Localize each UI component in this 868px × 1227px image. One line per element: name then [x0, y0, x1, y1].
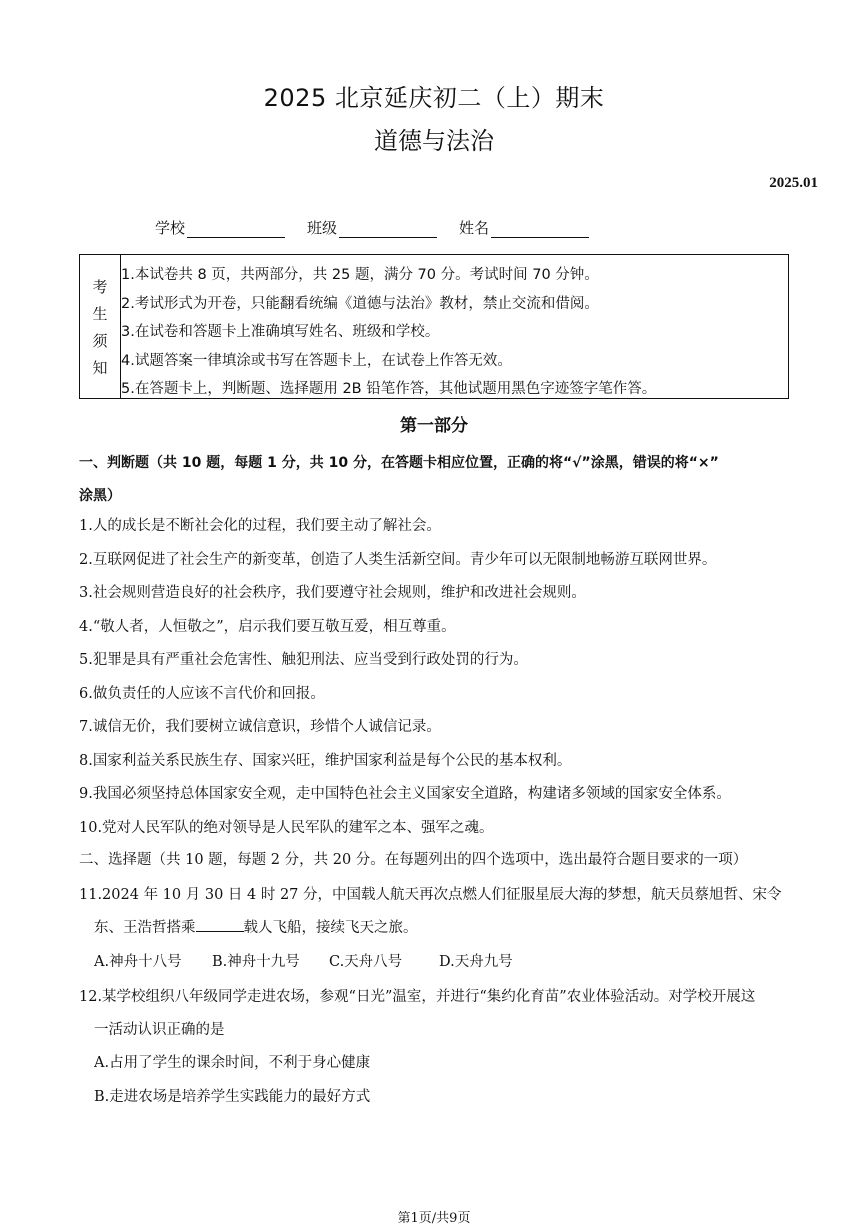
- section-one-line: 涂黑）: [79, 488, 121, 504]
- class-label: 班级: [307, 219, 338, 237]
- judgement-question: 4.“敬人者，人恒敬之”，启示我们要互敬互爱，相互尊重。: [79, 619, 456, 635]
- school-field: [155, 217, 285, 238]
- notice-side-label: [80, 255, 121, 398]
- question-12-line: 12.某学校组织八年级同学走进农场，参观“日光”温室，并进行“集约化育苗”农业体验活动。对学校开展这: [79, 989, 756, 1005]
- name-field: [459, 217, 589, 238]
- exam-date: 2025.01: [769, 175, 818, 191]
- q11-option-a: A.神舟十八号: [94, 954, 182, 970]
- class-field: [307, 217, 437, 238]
- q11-option-d: D.天舟九号: [439, 954, 513, 970]
- section-two-heading: 二、选择题（共 10 题，每题 2 分，共 20 分。在每题列出的四个选项中，选出最符合题目要求的一项）: [79, 852, 748, 868]
- exam-title: 2025 北京延庆初二（上）期末: [263, 84, 605, 112]
- q12-option-b: B.走进农场是培养学生实践能力的最好方式: [94, 1089, 371, 1105]
- notice-side-char: 考: [92, 277, 108, 296]
- judgement-question: 3.社会规则营造良好的社会秩序，我们要遵守社会规则，维护和改进社会规则。: [79, 585, 586, 601]
- notice-item: 4.试题答案一律填涂或书写在答题卡上，在试卷上作答无效。: [121, 352, 512, 369]
- judgement-question: 8.国家利益关系民族生存、国家兴旺，维护国家利益是每个公民的基本权利。: [79, 753, 572, 769]
- student-info-line: [155, 217, 611, 238]
- page-number: 第1页/共9页: [397, 1211, 471, 1226]
- judgement-question: 5.犯罪是具有严重社会危害性、触犯刑法、应当受到行政处罚的行为。: [79, 652, 528, 668]
- notice-side-char: 生: [92, 304, 108, 323]
- section-one-heading: [79, 447, 789, 513]
- judgement-question: 10.党对人民军队的绝对领导是人民军队的建军之本、强军之魂。: [79, 820, 494, 836]
- question-11-line: [94, 916, 418, 937]
- school-blank: [187, 221, 285, 238]
- judgement-question: 6.做负责任的人应该不言代价和回报。: [79, 686, 325, 702]
- judgement-question: 2.互联网促进了社会生产的新变革，创造了人类生活新空间。青少年可以无限制地畅游互联网世界。: [79, 552, 717, 568]
- q11-option-c: C.天舟八号: [329, 954, 403, 970]
- judgement-question: 1.人的成长是不断社会化的过程，我们要主动了解社会。: [79, 518, 441, 534]
- section-one-line: 一、判断题（共 10 题，每题 1 分，共 10 分，在答题卡相应位置，正确的将“√”涂黑，错误的将“×”: [79, 455, 719, 471]
- question-12-line: 一活动认识正确的是: [94, 1022, 225, 1038]
- notice-item: 1.本试卷共 8 页，共两部分，共 25 题，满分 70 分。考试时间 70 分钟。: [121, 267, 599, 283]
- question-11-text: 东、王浩哲搭乘: [94, 920, 196, 936]
- candidate-notice-box: [79, 254, 789, 399]
- q12-option-a: A.占用了学生的课余时间，不利于身心健康: [94, 1055, 371, 1071]
- judgement-question: 9.我国必须坚持总体国家安全观，走中国特色社会主义国家安全道路，构建诸多领域的国家安全体系。: [79, 786, 731, 802]
- name-blank: [491, 221, 589, 238]
- q11-option-b: B.神舟十九号: [212, 954, 300, 970]
- notice-items: [121, 255, 788, 398]
- question-11-line: 11.2024 年 10 月 30 日 4 时 27 分，中国载人航天再次点燃人们征服星辰大海的梦想，航天员蔡旭哲、宋令: [79, 887, 782, 903]
- name-label: 姓名: [459, 219, 490, 237]
- notice-item: 5.在答题卡上，判断题、选择题用 2B 铅笔作答，其他试题用黑色字迹签字笔作答。: [121, 381, 657, 397]
- notice-side-char: 知: [92, 358, 108, 377]
- answer-blank: [196, 917, 244, 932]
- school-label: 学校: [155, 219, 186, 237]
- judgement-question: 7.诚信无价，我们要树立诚信意识，珍惜个人诚信记录。: [79, 719, 441, 735]
- notice-side-char: 须: [92, 331, 108, 350]
- exam-subject: 道德与法治: [374, 127, 494, 155]
- class-blank: [339, 221, 437, 238]
- notice-item: 3.在试卷和答题卡上准确填写姓名、班级和学校。: [121, 324, 440, 340]
- part-one-title: 第一部分: [400, 416, 468, 436]
- notice-item: 2.考试形式为开卷，只能翻看统编《道德与法治》教材，禁止交流和借阅。: [121, 295, 599, 312]
- question-11-text: 载人飞船，接续飞天之旅。: [243, 920, 418, 936]
